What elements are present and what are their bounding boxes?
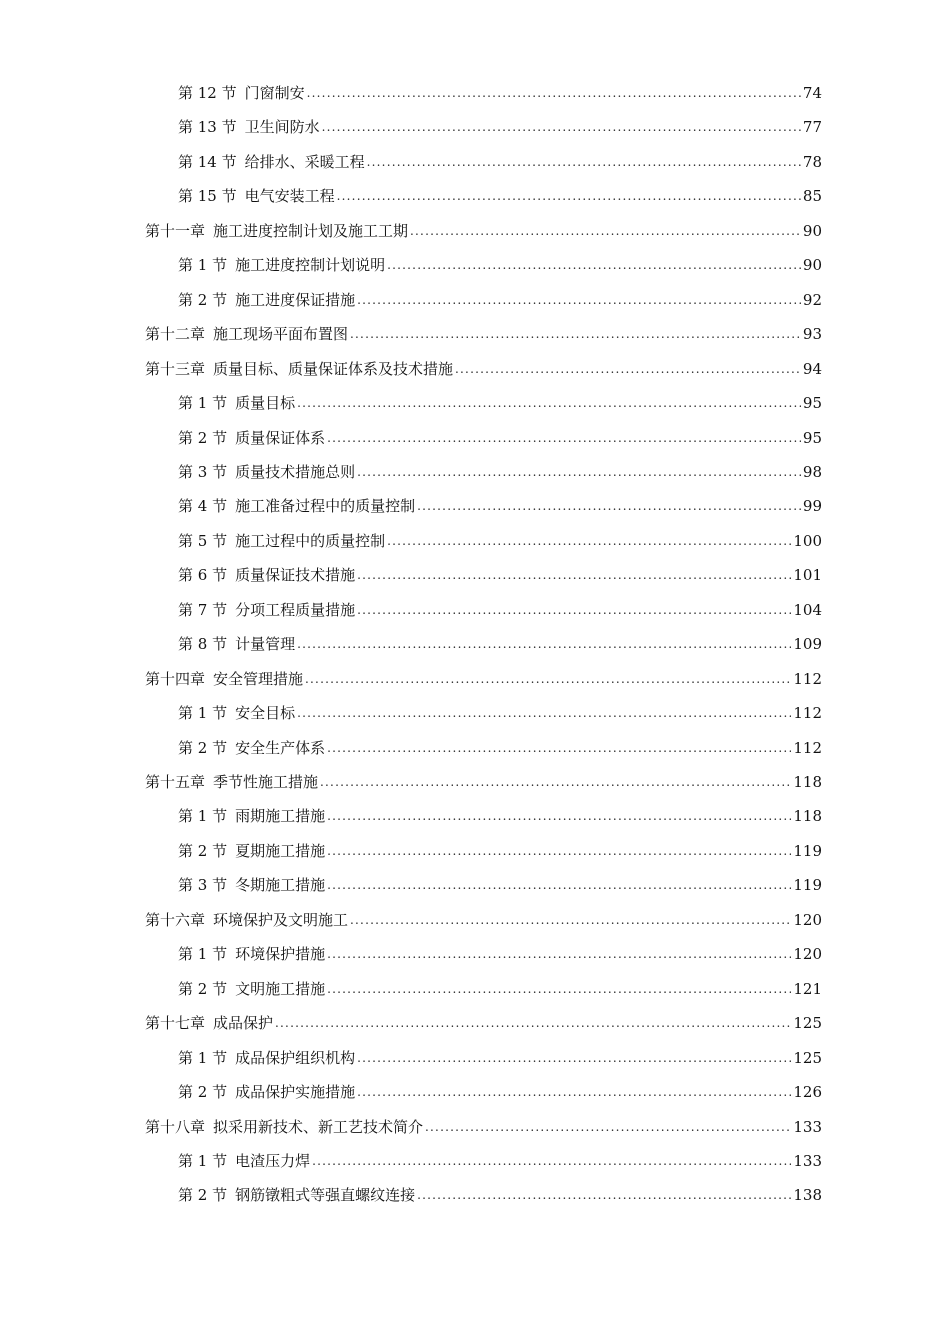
toc-dot-leader (307, 76, 801, 110)
toc-page-number: 112 (793, 669, 822, 688)
toc-section-entry[interactable] (178, 696, 822, 730)
toc-entry-number: 第 7 节 (178, 600, 228, 619)
toc-entry-title: 卫生间防水 (244, 118, 320, 137)
toc-dot-leader (327, 937, 791, 971)
toc-page-number: 95 (802, 394, 822, 413)
toc-entry-title: 施工准备过程中的质量控制 (235, 497, 416, 516)
toc-entry-number: 第 6 节 (178, 566, 228, 585)
toc-section-entry[interactable] (178, 1178, 822, 1212)
toc-page-number: 74 (802, 84, 822, 102)
toc-entry-number: 第 4 节 (178, 497, 228, 516)
toc-dot-leader (455, 352, 801, 386)
toc-entry-number: 第 5 节 (178, 531, 228, 550)
toc-entry-number: 第十七章 (145, 1014, 206, 1033)
toc-entry-number: 第 1 节 (178, 256, 228, 275)
toc-dot-leader (312, 1144, 791, 1178)
toc-page-number: 112 (793, 704, 822, 723)
toc-section-entry[interactable] (178, 386, 822, 420)
toc-dot-leader (327, 421, 801, 455)
toc-section-entry[interactable] (178, 972, 822, 1006)
toc-entry-number: 第十一章 (145, 221, 206, 240)
toc-entry-title: 安全目标 (235, 704, 296, 723)
toc-entry-number: 第 14 节 (178, 152, 237, 171)
toc-page-number: 126 (793, 1083, 822, 1102)
toc-dot-leader (357, 455, 801, 489)
toc-entry-title: 季节性施工措施 (213, 773, 319, 791)
toc-page-number: 93 (802, 325, 822, 344)
toc-section-entry[interactable] (178, 1144, 822, 1178)
toc-dot-leader (327, 972, 791, 1006)
toc-entry-title: 分项工程质量措施 (235, 600, 356, 619)
toc-entry-number: 第 2 节 (178, 290, 228, 309)
toc-entry-number: 第 1 节 (178, 704, 228, 723)
toc-entry-number: 第十六章 (145, 910, 206, 929)
toc-entry-title: 文明施工措施 (235, 979, 326, 998)
toc-section-entry[interactable] (178, 489, 822, 523)
toc-section-entry[interactable] (178, 593, 822, 627)
toc-page-number: 95 (802, 428, 822, 447)
toc-page-number: 92 (802, 290, 822, 309)
toc-entry-number: 第 1 节 (178, 394, 228, 413)
toc-section-entry[interactable] (178, 283, 822, 317)
toc-dot-leader (327, 799, 791, 833)
toc-section-entry[interactable] (178, 799, 822, 833)
toc-section-entry[interactable] (178, 524, 822, 558)
toc-dot-leader (417, 489, 801, 523)
toc-page-number: 94 (802, 359, 822, 378)
toc-dot-leader (275, 1006, 791, 1040)
toc-entry-title: 钢筋镦粗式等强直螺纹连接 (235, 1186, 416, 1205)
toc-entry-title: 施工现场平面布置图 (213, 325, 349, 344)
toc-entry-number: 第 3 节 (178, 462, 228, 481)
toc-chapter-entry[interactable] (145, 662, 822, 696)
toc-chapter-entry[interactable] (145, 765, 822, 799)
toc-page-number: 118 (793, 807, 822, 826)
toc-section-entry[interactable] (178, 421, 822, 455)
toc-dot-leader (357, 1041, 791, 1075)
toc-page-number: 119 (793, 841, 822, 860)
toc-dot-leader (357, 593, 791, 627)
toc-page-number: 119 (793, 876, 822, 895)
toc-dot-leader (327, 868, 791, 902)
toc-entry-number: 第十二章 (145, 325, 206, 344)
toc-entry-number: 第 2 节 (178, 1186, 228, 1205)
toc-dot-leader (387, 248, 801, 282)
toc-entry-title: 雨期施工措施 (235, 807, 326, 826)
toc-entry-title: 门窗制安 (244, 84, 305, 102)
toc-entry-number: 第 3 节 (178, 876, 228, 895)
toc-page-number: 99 (802, 497, 822, 516)
toc-page-number: 98 (802, 462, 822, 481)
toc-entry-number: 第 1 节 (178, 807, 228, 826)
toc-entry-number: 第 15 节 (178, 187, 237, 206)
toc-chapter-entry[interactable] (145, 1110, 822, 1144)
toc-page-number: 101 (793, 566, 822, 585)
toc-page-number: 112 (793, 738, 822, 757)
toc-section-entry[interactable] (178, 937, 822, 971)
toc-page-number: 77 (802, 118, 822, 137)
toc-entry-number: 第 2 节 (178, 979, 228, 998)
toc-entry-number: 第 2 节 (178, 841, 228, 860)
toc-dot-leader (350, 903, 791, 937)
toc-entry-title: 施工过程中的质量控制 (235, 531, 386, 550)
toc-page-number: 109 (793, 635, 822, 654)
toc-dot-leader (337, 179, 801, 213)
toc-section-entry[interactable] (178, 627, 822, 661)
toc-page-number: 133 (793, 1117, 822, 1136)
toc-chapter-entry[interactable] (145, 317, 822, 351)
toc-entry-title: 成品保护 (213, 1014, 274, 1033)
toc-section-entry[interactable] (178, 1041, 822, 1075)
toc-entry-title: 拟采用新技术、新工艺技术简介 (213, 1117, 424, 1136)
toc-dot-leader (350, 317, 801, 351)
toc-page-number: 120 (793, 945, 822, 964)
toc-entry-title: 成品保护组织机构 (235, 1048, 356, 1067)
toc-page-number: 78 (802, 152, 822, 171)
toc-dot-leader (357, 558, 791, 592)
toc-entry-title: 安全生产体系 (235, 738, 326, 757)
toc-section-entry[interactable] (178, 868, 822, 902)
toc-entry-number: 第十三章 (145, 359, 206, 378)
toc-page-number: 125 (793, 1048, 822, 1067)
toc-entry-number: 第 12 节 (178, 84, 237, 102)
toc-page-number: 120 (793, 910, 822, 929)
toc-chapter-entry[interactable] (145, 903, 822, 937)
toc-entry-title: 施工进度控制计划及施工工期 (213, 221, 409, 240)
toc-entry-title: 环境保护及文明施工 (213, 910, 349, 929)
toc-section-entry[interactable] (178, 834, 822, 868)
toc-dot-leader (305, 662, 791, 696)
toc-dot-leader (327, 834, 791, 868)
toc-entry-title: 质量技术措施总则 (235, 462, 356, 481)
toc-dot-leader (410, 214, 801, 248)
toc-section-entry[interactable] (178, 455, 822, 489)
toc-page-number: 90 (802, 221, 822, 240)
toc-page-number: 85 (802, 187, 822, 206)
toc-page-number: 138 (793, 1186, 822, 1205)
toc-entry-number: 第 2 节 (178, 428, 228, 447)
toc-dot-leader (327, 731, 791, 765)
toc-dot-leader (387, 524, 791, 558)
toc-page-number: 118 (793, 773, 822, 791)
toc-entry-title: 环境保护措施 (235, 945, 326, 964)
toc-dot-leader (297, 696, 791, 730)
toc-entry-title: 计量管理 (235, 635, 296, 654)
toc-entry-number: 第十五章 (145, 773, 206, 791)
toc-entry-title: 质量保证技术措施 (235, 566, 356, 585)
toc-page-number: 90 (802, 256, 822, 275)
toc-page-number: 104 (793, 600, 822, 619)
toc-section-entry[interactable] (178, 1075, 822, 1109)
toc-entry-number: 第 13 节 (178, 118, 237, 137)
toc-page-number: 125 (793, 1014, 822, 1033)
toc-entry-title: 质量保证体系 (235, 428, 326, 447)
toc-dot-leader (357, 283, 801, 317)
toc-entry-number: 第 2 节 (178, 1083, 228, 1102)
toc-entry-number: 第十八章 (145, 1117, 206, 1136)
toc-chapter-entry[interactable] (145, 352, 822, 386)
toc-entry-number: 第十四章 (145, 669, 206, 688)
toc-entry-number: 第 1 节 (178, 945, 228, 964)
toc-dot-leader (357, 1075, 791, 1109)
toc-entry-number: 第 1 节 (178, 1151, 228, 1170)
toc-section-entry[interactable] (178, 76, 822, 110)
toc-entry-title: 夏期施工措施 (235, 841, 326, 860)
toc-page-number: 100 (793, 531, 822, 550)
toc-entry-title: 质量目标、质量保证体系及技术措施 (213, 359, 454, 378)
toc-section-entry[interactable] (178, 731, 822, 765)
toc-page-number: 121 (793, 979, 822, 998)
toc-chapter-entry[interactable] (145, 214, 822, 248)
toc-section-entry[interactable] (178, 110, 822, 144)
toc-entry-number: 第 1 节 (178, 1048, 228, 1067)
toc-entry-number: 第 2 节 (178, 738, 228, 757)
toc-entry-title: 质量目标 (235, 394, 296, 413)
toc-dot-leader (320, 765, 791, 799)
toc-dot-leader (367, 145, 801, 179)
toc-dot-leader (322, 110, 801, 144)
toc-dot-leader (297, 627, 791, 661)
toc-entry-title: 电渣压力焊 (235, 1151, 311, 1170)
toc-section-entry[interactable] (178, 248, 822, 282)
toc-page-number: 133 (793, 1151, 822, 1170)
toc-section-entry[interactable] (178, 145, 822, 179)
toc-entry-title: 成品保护实施措施 (235, 1083, 356, 1102)
toc-entry-number: 第 8 节 (178, 635, 228, 654)
toc-section-entry[interactable] (178, 179, 822, 213)
toc-dot-leader (425, 1110, 791, 1144)
toc-entry-title: 施工进度保证措施 (235, 290, 356, 309)
toc-dot-leader (297, 386, 801, 420)
toc-chapter-entry[interactable] (145, 1006, 822, 1040)
toc-entry-title: 给排水、采暖工程 (244, 152, 365, 171)
toc-entry-title: 施工进度控制计划说明 (235, 256, 386, 275)
toc-entry-title: 安全管理措施 (213, 669, 304, 688)
toc-section-entry[interactable] (178, 558, 822, 592)
toc-dot-leader (417, 1178, 791, 1212)
toc-entry-title: 电气安装工程 (244, 187, 335, 206)
toc-entry-title: 冬期施工措施 (235, 876, 326, 895)
